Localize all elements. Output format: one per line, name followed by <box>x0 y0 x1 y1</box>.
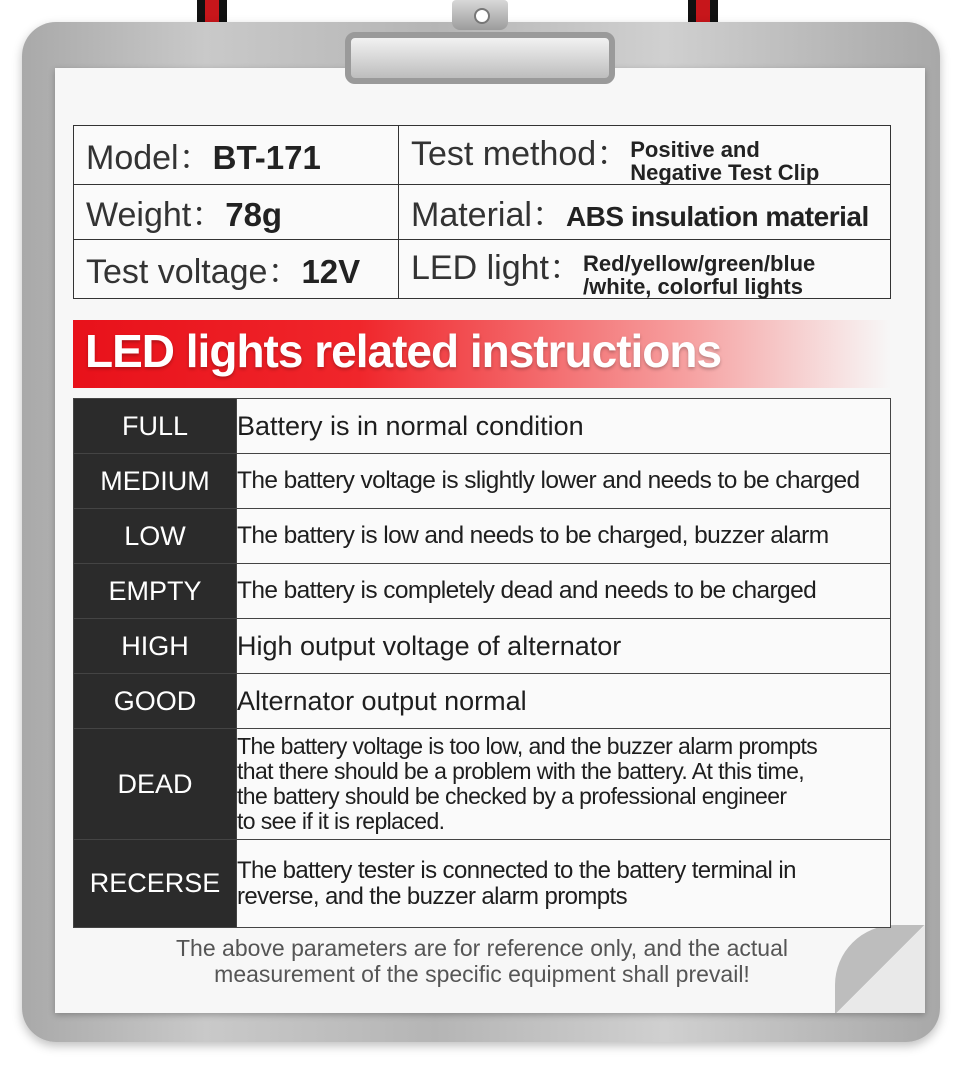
weight-value: 78g <box>225 196 283 234</box>
led-value-line2: /white, colorful lights <box>582 273 803 299</box>
voltage-value: 12V <box>301 253 361 291</box>
desc-empty: The battery is completely dead and needs to be charged <box>237 564 891 619</box>
state-empty: EMPTY <box>74 564 237 619</box>
desc-low: The battery is low and needs to be charged, buzzer alarm <box>237 509 891 564</box>
table-row <box>74 729 891 840</box>
state-medium: MEDIUM <box>74 454 237 509</box>
table-row <box>74 564 891 619</box>
state-high: HIGH <box>74 619 237 674</box>
led-cell <box>399 239 891 298</box>
desc-recerse <box>237 840 891 928</box>
method-cell <box>399 126 891 185</box>
table-row <box>74 674 891 729</box>
desc-dead-line3: the battery should be checked by a professional engineer <box>237 783 787 809</box>
table-row <box>74 840 891 928</box>
reference-note <box>73 935 891 987</box>
clip-hole-icon <box>474 8 490 24</box>
state-recerse: RECERSE <box>74 840 237 928</box>
table-row <box>74 454 891 509</box>
note-line2: measurement of the specific equipment shall prevail! <box>214 961 750 987</box>
led-value-line1: Red/yellow/green/blue <box>582 250 816 276</box>
led-label: LED light： <box>411 248 583 287</box>
desc-medium: The battery voltage is slightly lower and needs to be charged <box>237 454 891 509</box>
led-states-table <box>73 398 891 928</box>
table-row <box>74 619 891 674</box>
desc-recerse-line1: The battery tester is connected to the battery terminal in <box>237 856 796 884</box>
method-label: Test method： <box>411 135 631 173</box>
spec-row <box>74 184 891 239</box>
clipboard-clip <box>345 32 615 84</box>
desc-dead <box>237 729 891 840</box>
spec-row <box>74 239 891 298</box>
spec-row <box>74 126 891 185</box>
model-value: BT-171 <box>212 139 321 177</box>
desc-high: High output voltage of alternator <box>237 619 891 674</box>
state-low: LOW <box>74 509 237 564</box>
material-value: ABS insulation material <box>565 201 869 233</box>
desc-dead-line2: that there should be a problem with the battery. At this time, <box>237 758 805 784</box>
table-row <box>74 399 891 454</box>
led-instructions-banner <box>73 320 891 388</box>
state-dead: DEAD <box>74 729 237 840</box>
desc-recerse-line2: reverse, and the buzzer alarm prompts <box>237 882 627 910</box>
material-cell <box>399 184 891 239</box>
voltage-label: Test voltage： <box>86 253 302 292</box>
desc-dead-line4: to see if it is replaced. <box>237 808 445 834</box>
desc-good: Alternator output normal <box>237 674 891 729</box>
table-row <box>74 509 891 564</box>
note-line1: The above parameters are for reference only, and the actual <box>176 935 788 961</box>
weight-label: Weight： <box>86 196 226 235</box>
weight-cell <box>74 184 399 239</box>
model-label: Model： <box>86 139 213 178</box>
voltage-cell <box>74 239 399 298</box>
method-value-line2: Negative Test Clip <box>630 159 820 185</box>
banner-title: LED lights related instructions <box>85 325 722 377</box>
method-value-line1: Positive and <box>630 136 760 162</box>
desc-full: Battery is in normal condition <box>237 399 891 454</box>
state-good: GOOD <box>74 674 237 729</box>
desc-dead-line1: The battery voltage is too low, and the buzzer alarm prompts <box>237 733 818 759</box>
material-label: Material： <box>411 196 566 235</box>
spec-table <box>73 125 891 299</box>
model-cell <box>74 126 399 185</box>
state-full: FULL <box>74 399 237 454</box>
